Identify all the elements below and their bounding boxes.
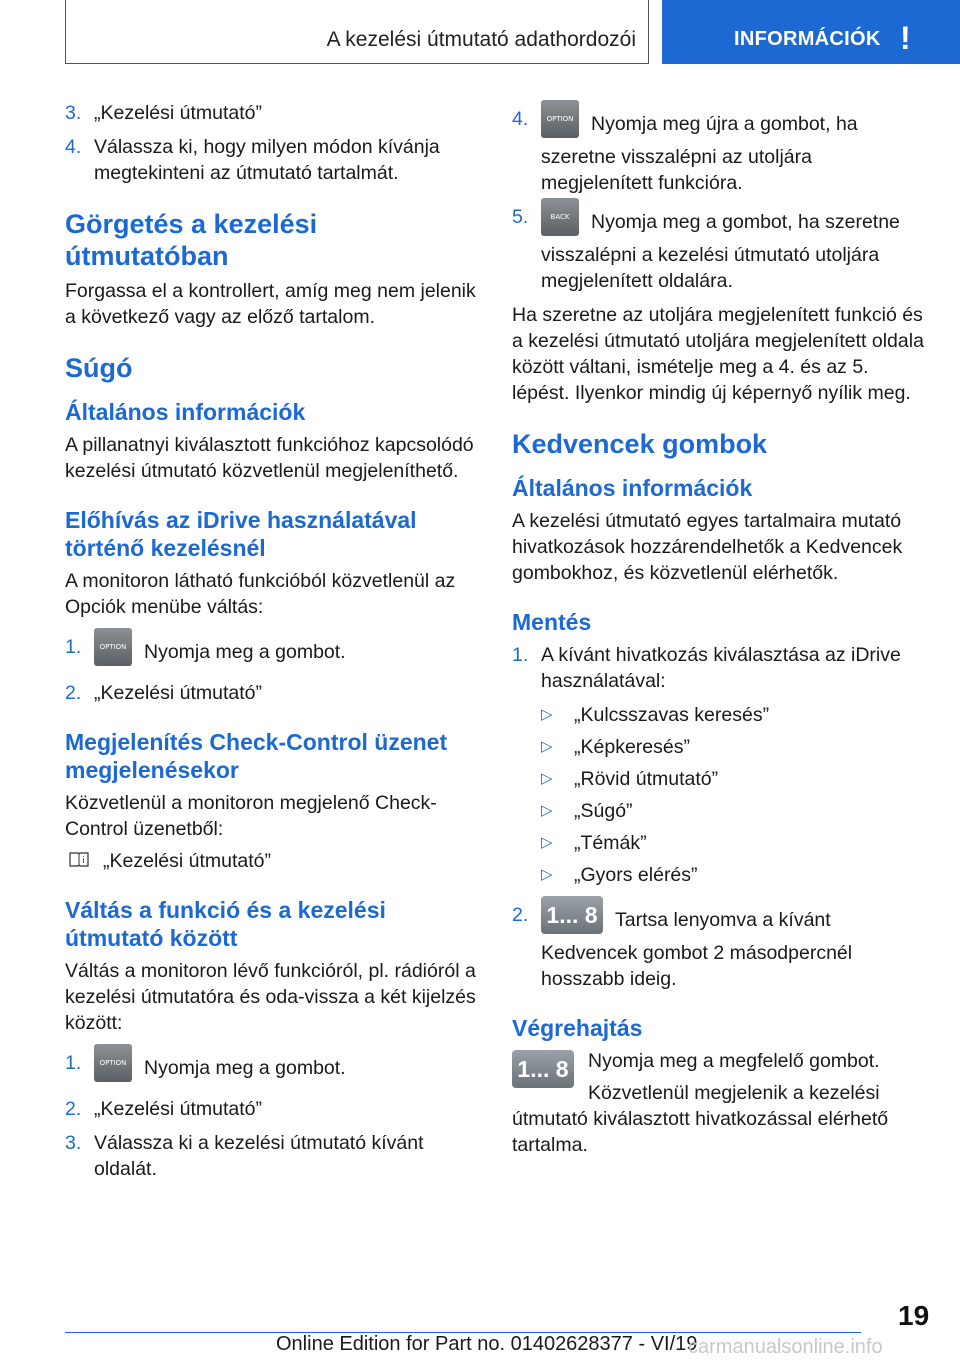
favorite-button-icon: 1... 8 [541, 896, 603, 934]
list-item [65, 1096, 477, 1122]
heading-general: Általános információk [512, 475, 753, 501]
triangle-bullet-icon: ▷ [541, 738, 553, 755]
list-number: 1. [65, 636, 82, 658]
list-item [65, 680, 477, 706]
heading-favorites: Kedvencek gombok [512, 429, 768, 459]
bullet-text: „Gyors elérés” [574, 864, 698, 886]
paragraph-check-control: Közvetlenül a monitoron megjelenő Check-Control üzenetből: [65, 792, 437, 840]
footer-edition: Online Edition for Part no. 01402628377 - VI/19 [276, 1333, 698, 1355]
bullet-text: „Képkeresés” [574, 736, 690, 758]
list-number: 4. [512, 108, 529, 130]
left-column [65, 100, 477, 1190]
triangle-bullet-icon: ▷ [541, 770, 553, 787]
bullet-text: „Kulcsszavas keresés” [574, 704, 770, 726]
list-number: 1. [512, 644, 529, 666]
heading-switch: Váltás a funkció és a kezelési útmutató között [65, 897, 386, 951]
bullet-item [512, 734, 924, 760]
heading-scroll: Görgetés a kezelési útmutatóban [65, 209, 318, 271]
list-text: Tartsa lenyomva a kívánt Kedvencek gombot 2 másodpercnél hosszabb ideig. [541, 909, 853, 990]
section-label: INFORMÁCIÓK [734, 28, 881, 50]
list-number: 2. [65, 682, 82, 704]
list-number: 1. [65, 1052, 82, 1074]
option-button-icon: OPTION [94, 1044, 132, 1082]
list-text: Nyomja meg a gombot. [144, 641, 346, 664]
header-frame [65, 0, 649, 64]
paragraph-call: A monitoron látható funkcióból közvetlenül az Opciók menübe váltás: [65, 570, 456, 618]
list-text: Válassza ki, hogy milyen módon kívánja megtekinteni az útmutató tartalmát. [94, 136, 440, 184]
manual-book-icon [69, 851, 89, 867]
list-number: 3. [65, 102, 82, 124]
section-mark: ! [900, 20, 911, 56]
bullet-text: „Rövid útmutató” [574, 768, 719, 790]
header-title: A kezelési útmutató adathordozói [326, 28, 636, 51]
paragraph-general: A pillanatnyi kiválasztott funkcióhoz kapcsolódó kezelési útmutató közvetlenül megjeleníthető. [65, 434, 474, 482]
back-button-icon: BACK [541, 198, 579, 236]
list-text: Nyomja meg a gombot. [144, 1057, 346, 1080]
paragraph-execute-2: Közvetlenül megjelenik a kezelési útmutató kiválasztott hivatkozással elérhető tartalma. [512, 1082, 889, 1156]
list-text: A kívánt hivatkozás kiválasztása az iDrive használatával: [541, 644, 901, 692]
triangle-bullet-icon: ▷ [541, 802, 553, 819]
svg-text:i: i [82, 856, 85, 866]
option-button-icon: OPTION [541, 100, 579, 138]
list-text: „Kezelési útmutató” [94, 1098, 262, 1120]
heading-execute: Végrehajtás [512, 1015, 643, 1041]
list-item [65, 134, 477, 186]
heading-check-control: Megjelenítés Check-Control üzenet megjelenésekor [65, 729, 448, 783]
option-button-icon: OPTION [94, 628, 132, 666]
list-text: „Kezelési útmutató” [94, 102, 262, 124]
list-number: 4. [65, 136, 82, 158]
bullet-item [512, 862, 924, 888]
bullet-item [512, 830, 924, 856]
list-item [512, 642, 924, 694]
list-text: Nyomja meg újra a gombot, ha szeretne visszalépni az utoljára megjelenített funkcióra. [541, 113, 858, 194]
triangle-bullet-icon: ▷ [541, 706, 553, 723]
paragraph-scroll: Forgassa el a kontrollert, amíg meg nem jelenik a következő vagy az előző tartalom. [65, 280, 476, 328]
heading-help: Súgó [65, 353, 133, 383]
heading-call: Előhívás az iDrive használatával történő kezelésnél [65, 507, 417, 561]
list-item [512, 106, 924, 196]
list-item [512, 204, 924, 294]
check-control-item [65, 848, 477, 874]
bullet-text: „Súgó” [574, 800, 633, 822]
list-item [65, 1050, 477, 1088]
bullet-text: „Témák” [574, 832, 647, 854]
bullet-item [512, 766, 924, 792]
list-text: Nyomja meg a gombot, ha szeretne visszalépni a kezelési útmutató utoljára megjelenített oldalára. [541, 211, 900, 292]
favorite-button-icon: 1... 8 [512, 1050, 574, 1088]
list-item [65, 100, 477, 126]
list-item [65, 1130, 477, 1182]
list-text: „Kezelési útmutató” [94, 682, 262, 704]
list-text: Válassza ki a kezelési útmutató kívánt oldalát. [94, 1132, 424, 1180]
section-tab[interactable] [662, 0, 960, 64]
bullet-item [512, 702, 924, 728]
triangle-bullet-icon: ▷ [541, 866, 553, 883]
right-column [512, 106, 924, 1158]
check-control-text: „Kezelési útmutató” [103, 850, 271, 872]
paragraph-toggle: Ha szeretne az utoljára megjelenített funkció és a kezelési útmutató utoljára megjelenített oldala között váltani, ismételje meg a 4. és az 5. lépést. Ilyenkor mindig új képernyő nyílik meg. [512, 304, 924, 404]
list-number: 3. [65, 1132, 82, 1154]
list-number: 2. [65, 1098, 82, 1120]
page-number: 19 [898, 1300, 930, 1331]
heading-save: Mentés [512, 609, 592, 635]
paragraph-general: A kezelési útmutató egyes tartalmaira mutató hivatkozások hozzárendelhetők a Kedvencek gombokhoz, és közvetlenül elérhetők. [512, 510, 903, 584]
paragraph-execute-1: Nyomja meg a megfelelő gombot. [588, 1050, 880, 1072]
triangle-bullet-icon: ▷ [541, 834, 553, 851]
heading-general: Általános információk [65, 399, 306, 425]
list-item [65, 634, 477, 672]
list-number: 2. [512, 904, 529, 926]
list-number: 5. [512, 206, 529, 228]
list-item [512, 902, 924, 992]
bullet-item [512, 798, 924, 824]
paragraph-switch: Váltás a monitoron lévő funkcióról, pl. rádióról a kezelési útmutatóra és oda-vissza a két kijelzés között: [65, 960, 476, 1034]
watermark: carmanualsonline.info [688, 1336, 883, 1358]
